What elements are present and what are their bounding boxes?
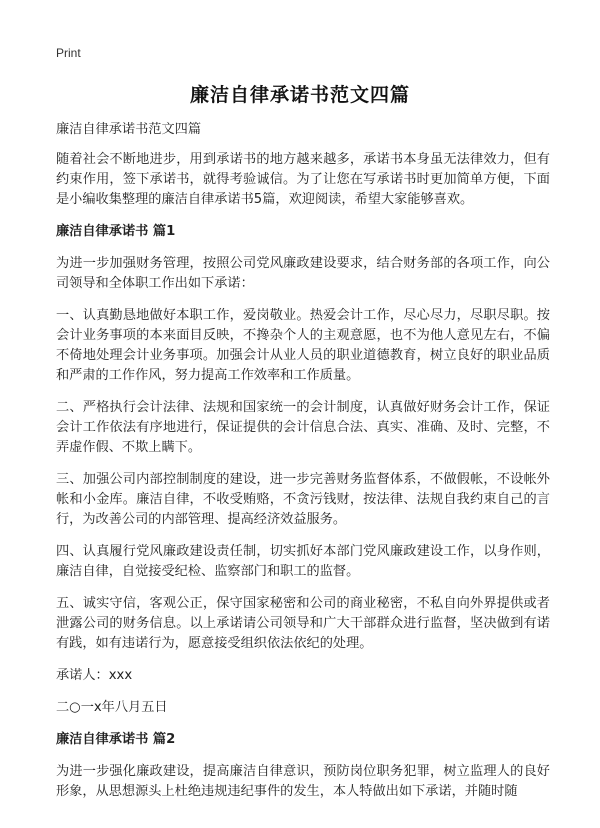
document-subtitle: 廉洁自律承诺书范文四篇 xyxy=(56,122,202,137)
date-line: 二○一x年八月五日 xyxy=(56,700,168,715)
section-1-lead: 为进一步加强财务管理，按照公司党风廉政建设要求，结合财务部的各项工作，向公司领导和全体职工作出如下承诺： xyxy=(56,256,550,291)
section-1-item: 五、诚实守信，客观公正，保守国家秘密和公司的商业秘密，不私自向外界提供或者泄露公司的财务信息。以上承诺请公司领导和广大干部群众进行监督，坚决做到有诺有践，如有违诺行为，愿意接受组织依法依纪的处理。 xyxy=(56,596,550,651)
section-1-item: 四、认真履行党风廉政建设责任制，切实抓好本部门党风廉政建设工作，以身作则，廉洁自律，自觉接受纪检、监察部门和职工的监督。 xyxy=(56,544,550,579)
page-title: 廉洁自律承诺书范文四篇 xyxy=(189,84,410,106)
section-1-item: 三、加强公司内部控制制度的建设，进一步完善财务监督体系，不做假帐，不设帐外帐和小金库。廉洁自律，不收受贿赂，不贪污钱财，按法律、法规自我约束自己的言行，为改善公司的内部管理、提高经济效益服务。 xyxy=(56,472,550,527)
print-label[interactable]: Print xyxy=(56,46,81,60)
document-body xyxy=(56,120,550,814)
section-heading-2: 廉洁自律承诺书 篇2 xyxy=(56,732,176,747)
section-1-item: 一、认真勤恳地做好本职工作，爱岗敬业。热爱会计工作，尽心尽力，尽职尽职。按会计业务事项的本来面目反映，不搀杂个人的主观意愿，也不为他人意见左右，不偏不倚地处理会计业务事项。加强会计从业人员的职业道德教育，树立良好的职业品质和严肃的工作作风，努力提高工作效率和工作质量。 xyxy=(56,308,550,383)
section-1-item: 二、严格执行会计法律、法规和国家统一的会计制度，认真做好财务会计工作，保证会计工作依法有序地进行，保证提供的会计信息合法、真实、准确、及时、完整，不弄虚作假、不欺上瞒下。 xyxy=(56,400,550,455)
intro-paragraph: 随着社会不断地进步，用到承诺书的地方越来越多，承诺书本身虽无法律效力，但有约束作用，签下承诺书，就得考验诚信。为了让您在写承诺书时更加简单方便，下面是小编收集整理的廉洁自律承诺书5篇，欢迎阅读，希望大家能够喜欢。 xyxy=(56,152,550,207)
signer-line: 承诺人：xxx xyxy=(56,668,133,683)
section-2-lead: 为进一步强化廉政建设，提高廉洁自律意识，预防岗位职务犯罪，树立监理人的良好形象，从思想源头上杜绝违规违纪事件的发生，本人特做出如下承诺，并随时随 xyxy=(56,764,550,799)
section-heading-1: 廉洁自律承诺书 篇1 xyxy=(56,224,176,239)
